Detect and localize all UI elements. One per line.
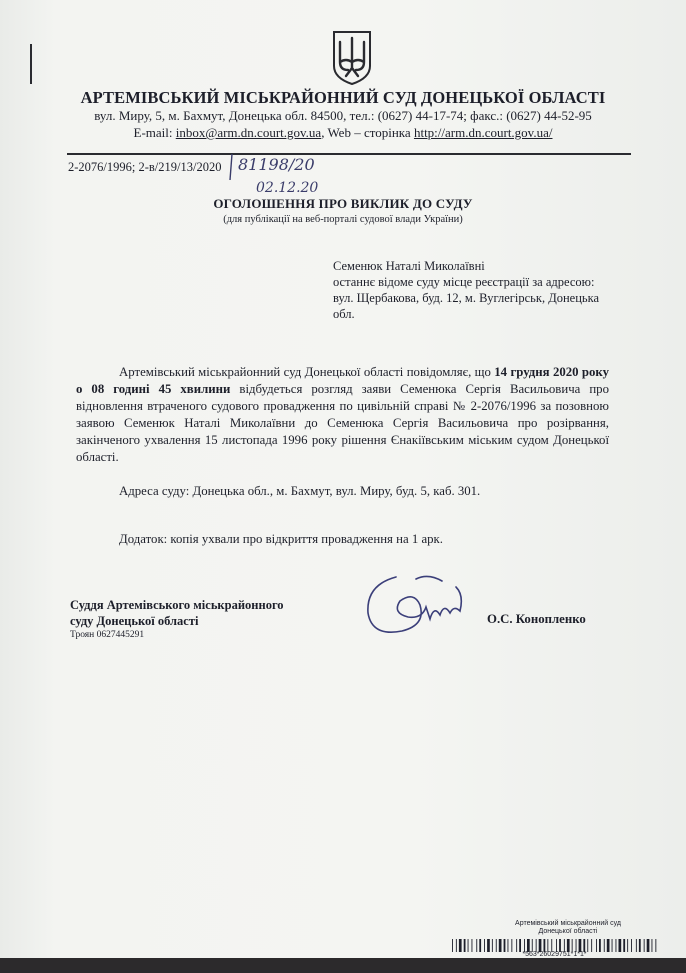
court-name-heading: АРТЕМІВСЬКИЙ МІСЬКРАЙОННИЙ СУД ДОНЕЦЬКОЇ ОБЛАСТІ: [80, 88, 606, 107]
court-contacts-line: [0, 125, 686, 141]
coat-of-arms-icon: [332, 30, 372, 86]
clerk-contact: Троян 0627445291: [70, 630, 145, 640]
header-divider: [67, 153, 631, 155]
addressee-line: останнє відоме суду місце реєстрації за адресою:: [333, 275, 595, 289]
addressee-block: [333, 258, 633, 322]
signature-icon: [356, 565, 476, 645]
web-label: , Web – сторінка: [321, 125, 414, 140]
addressee-line: обл.: [333, 307, 355, 321]
email-label: E-mail:: [133, 125, 176, 140]
hearing-datetime: 14 грудня 2020 року о 08 годині 45 хвилини: [76, 365, 610, 396]
footer-court-line: Донецької області: [538, 928, 598, 935]
handwritten-registration-mark: [226, 148, 346, 198]
footer-court-line: Артемівський міськрайонний суд: [515, 920, 621, 927]
judge-name: О.С. Конопленко: [487, 612, 586, 626]
attachment-note: Додаток: копія ухвали про відкриття провадження на 1 арк.: [119, 532, 443, 546]
footer-court-name: [448, 920, 686, 936]
document-title: ОГОЛОШЕННЯ ПРО ВИКЛИК ДО СУДУ: [213, 196, 473, 211]
notice-body: [76, 364, 609, 466]
scan-bottom-edge: [0, 958, 686, 973]
notice-body-details: відбудеться розгляд заяви Семенюка Сергія Васильовича про відновлення втраченого судового провадження по цивільній справі № 2-2076/1996 за позовною заявою Семенюк Наталі Миколаївни до Семенюка Сергія Васильовича про розірвання, закінченого ухвалення 15 листопада 1996 року рішення Єнакіївським міським судом Донецької області.: [76, 382, 609, 464]
handwritten-date: 02.12.20: [256, 180, 319, 196]
judge-title-line: Суддя Артемівського міськрайонного: [70, 598, 284, 612]
notice-body-intro: Артемівський міськрайонний суд Донецької області повідомляє, що: [119, 365, 495, 379]
court-address: Адреса суду: Донецька обл., м. Бахмут, вул. Миру, буд. 5, каб. 301.: [119, 484, 481, 498]
addressee-name: Семенюк Наталі Миколаївні: [333, 259, 485, 273]
case-number: 2-2076/1996; 2-в/219/13/2020: [68, 160, 222, 174]
judge-title: [70, 598, 284, 629]
court-address-line: вул. Миру, 5, м. Бахмут, Донецька обл. 84500, тел.: (0627) 44-17-74; факс.: (0627) 44-52-95: [94, 108, 592, 123]
handwritten-number: 81198/20: [238, 155, 315, 174]
barcode-number: *563*26029751*1*1*: [522, 951, 587, 958]
email-link[interactable]: inbox@arm.dn.court.gov.ua: [175, 125, 322, 140]
addressee-line: вул. Щербакова, буд. 12, м. Вуглегірськ, Донецька: [333, 291, 600, 305]
document-subtitle: (для публікації на веб-порталі судової влади України): [223, 214, 463, 225]
scan-edge-mark: [30, 44, 32, 84]
website-link[interactable]: http://arm.dn.court.gov.ua/: [413, 125, 553, 140]
judge-title-line: суду Донецької області: [70, 613, 199, 628]
